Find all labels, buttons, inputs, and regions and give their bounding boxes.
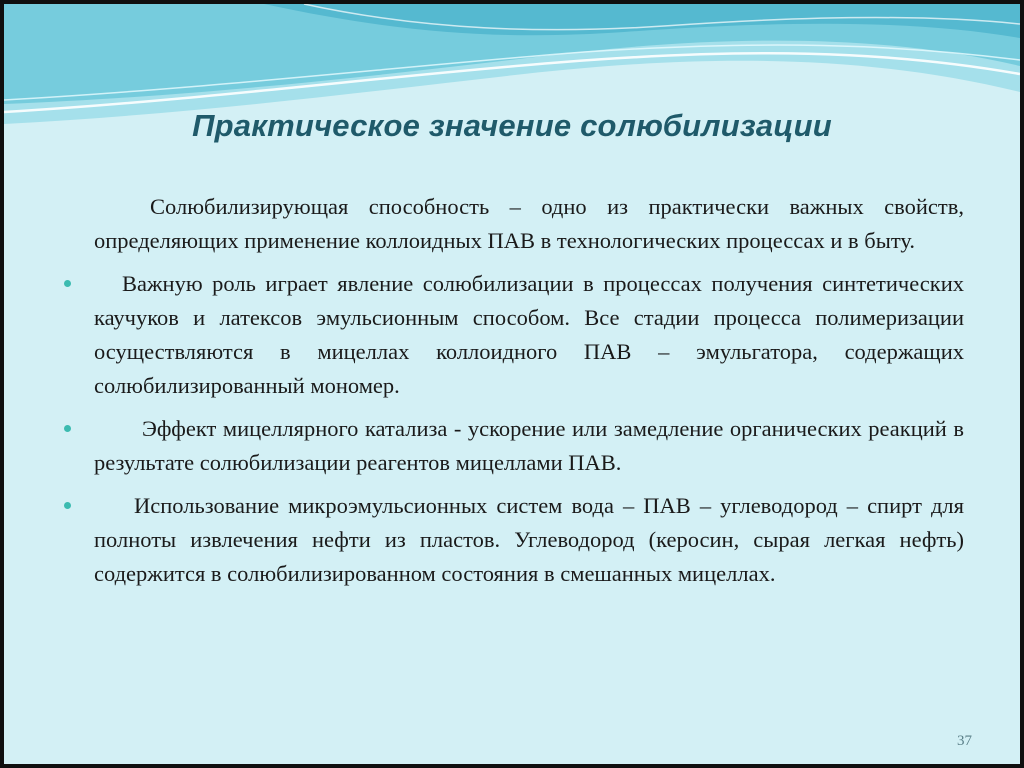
paragraph-text: Солюбилизирующая способность – одно из практически важных свойств, определяющих применение коллоидных ПАВ в технологических процессах и в быту. <box>94 194 964 253</box>
slide-title: Практическое значение солюбилизации <box>192 108 832 143</box>
paragraph-text: Эффект мицеллярного катализа - ускорение или замедление органических реакций в результате солюбилизации реагентов мицеллами ПАВ. <box>94 416 964 475</box>
paragraph-text: Использование микроэмульсионных систем вода – ПАВ – углеводород – спирт для полноты извлечения нефти из пластов. Углеводород (керосин, сырая легкая нефть) содержится в солюбилизированном состояния в смешанных мицеллах. <box>94 493 964 586</box>
paragraph-intro <box>66 190 964 258</box>
slide-body <box>66 190 964 600</box>
bullet-icon <box>64 425 71 432</box>
bullet-icon <box>64 280 71 287</box>
bullet-item <box>66 267 964 403</box>
bullet-item <box>66 412 964 480</box>
page-number: 37 <box>957 733 972 749</box>
bullet-icon <box>64 502 71 509</box>
paragraph-text: Важную роль играет явление солюбилизации в процессах получения синтетических каучуков и латексов эмульсионным способом. Все стадии процесса полимеризации осуществляются в мицеллах коллоидного ПАВ – эмульгатора, содержащих солюбилизированный мономер. <box>94 271 964 398</box>
bullet-item <box>66 489 964 591</box>
